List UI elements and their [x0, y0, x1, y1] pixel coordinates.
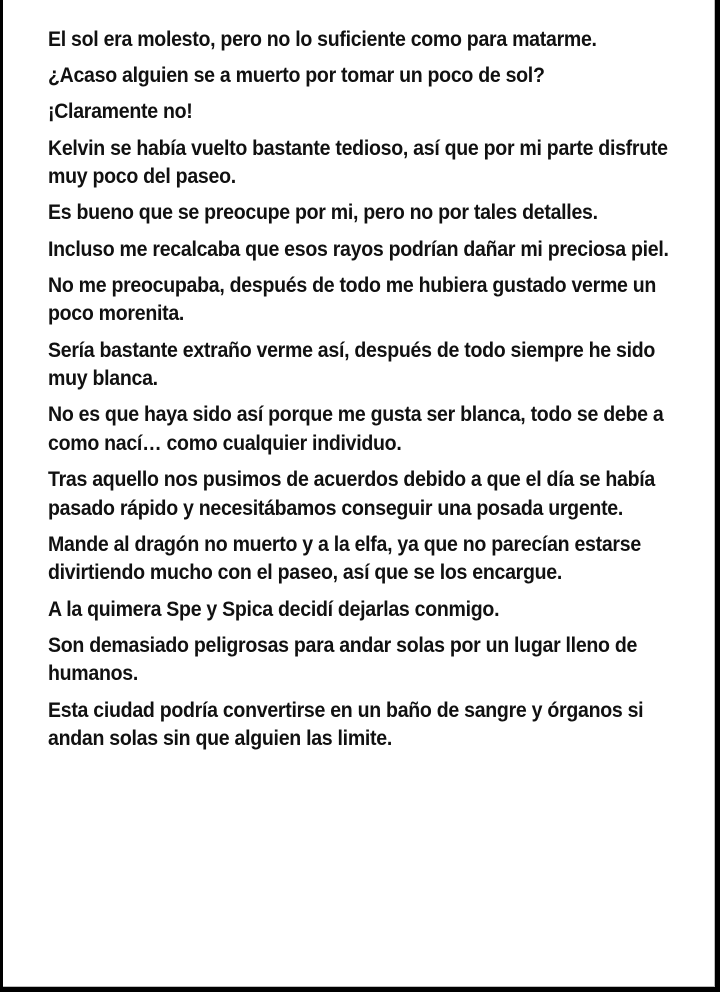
paragraph: A la quimera Spe y Spica decidí dejarlas conmigo. [48, 597, 500, 621]
paragraph: Es bueno que se preocupe por mi, pero no por tales detalles. [48, 201, 598, 225]
paragraph: Kelvin se había vuelto bastante tedioso, así que por mi parte disfrute muy poco del paseo. [48, 136, 668, 189]
paragraph: Sería bastante extraño verme así, después de todo siempre he sido muy blanca. [48, 338, 656, 391]
page-edge-bottom [3, 986, 715, 987]
paragraph: Mande al dragón no muerto y a la elfa, ya que no parecían estarse divirtiendo mucho con el paseo, así que se los encargue. [48, 532, 641, 585]
paragraph: Esta ciudad podría convertirse en un baño de sangre y órganos si andan solas sin que alguien las limite. [48, 698, 644, 751]
paragraph: No me preocupaba, después de todo me hubiera gustado verme un poco morenita. [48, 273, 657, 326]
paragraph: Son demasiado peligrosas para andar solas por un lugar lleno de humanos. [48, 633, 638, 686]
document-page [3, 0, 715, 987]
page-edge-right [714, 0, 715, 987]
paragraph: No es que haya sido así porque me gusta ser blanca, todo se debe a como nací… como cualquier individuo. [48, 403, 664, 455]
paragraph: Tras aquello nos pusimos de acuerdos debido a que el día se había pasado rápido y necesitábamos conseguir una posada urgente. [48, 468, 655, 520]
paragraph: ¡Claramente no! [48, 100, 193, 124]
document-body [48, 26, 669, 761]
paragraph: El sol era molesto, pero no lo suficiente como para matarme. [48, 28, 597, 51]
paragraph: Incluso me recalcaba que esos rayos podrían dañar mi preciosa piel. [48, 237, 669, 261]
paragraph: ¿Acaso alguien se a muerto por tomar un poco de sol? [48, 64, 545, 88]
